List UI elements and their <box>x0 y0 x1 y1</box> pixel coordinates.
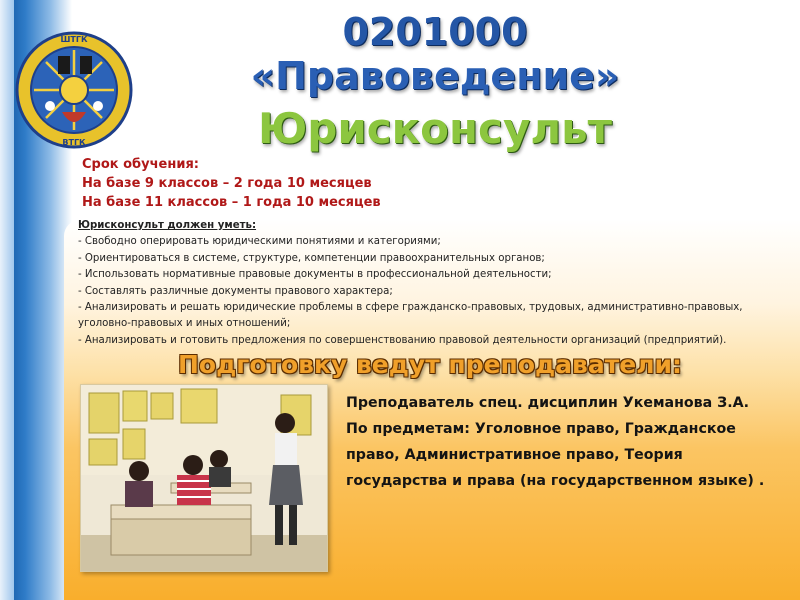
skill-item: - Использовать нормативные правовые документы в профессиональной деятельности; <box>78 269 552 281</box>
teacher-name: Преподаватель спец. дисциплин Укеманова З.А. <box>346 395 749 411</box>
skill-item: - Анализировать и готовить предложения по совершенствованию правовой деятельности организаций (предприятий). <box>78 334 727 346</box>
study-duration-line: На базе 11 классов – 1 года 10 месяцев <box>82 195 381 210</box>
teacher-subjects: По предметам: Уголовное право, Гражданское право, Административное право, Теория государства и права (на государственном языке) . <box>346 421 765 489</box>
skill-item: - Анализировать и решать юридические проблемы в сфере гражданско-правовых, трудовых, административно-правовых, уголовно-правовых и иных отношений; <box>78 302 743 330</box>
qualification-title: Юрисконсульт <box>257 104 612 153</box>
specialty-name: «Правоведение» <box>250 54 620 98</box>
teacher-info <box>346 390 786 494</box>
study-duration <box>82 155 381 212</box>
skills-heading: Юрисконсульт должен уметь: <box>78 220 257 231</box>
study-duration-line: На базе 9 классов – 2 года 10 месяцев <box>82 176 372 191</box>
skill-item: - Свободно оперировать юридическими понятиями и категориями; <box>78 236 441 248</box>
college-logo <box>14 30 134 150</box>
left-stripe-highlight <box>0 0 14 600</box>
study-duration-heading: Срок обучения: <box>82 157 199 172</box>
teachers-banner: Подготовку ведут преподаватели: <box>177 350 683 379</box>
classroom-photo <box>80 384 328 572</box>
specialty-code: 0201000 <box>342 10 528 54</box>
logo-bottom-text: ВТГК <box>62 138 86 147</box>
logo-top-text: ШТГК <box>60 35 88 44</box>
skills-list <box>78 218 790 349</box>
skill-item: - Составлять различные документы правового характера; <box>78 285 393 297</box>
skill-item: - Ориентироваться в системе, структуре, компетенции правоохранительных органов; <box>78 252 545 264</box>
